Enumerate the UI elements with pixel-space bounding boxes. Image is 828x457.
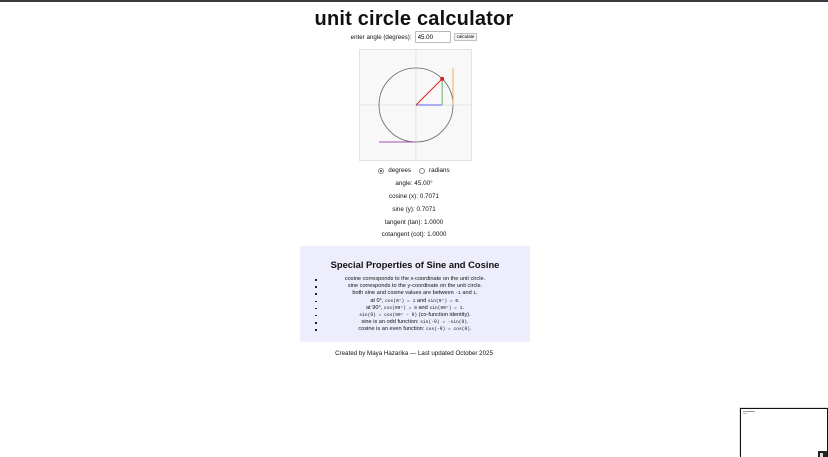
- calculate-button[interactable]: calculate: [454, 33, 478, 41]
- formula-code: sin(90°) = 1: [429, 305, 463, 311]
- cotangent-result: cotangent (cot): 1.0000: [381, 231, 447, 238]
- angle-input-label: enter angle (degrees):: [350, 33, 412, 41]
- unit-circle-canvas: [359, 49, 472, 161]
- thumbnail-corner-icon: [818, 451, 827, 457]
- formula-code: cos(90°) = 0: [383, 305, 417, 311]
- unit-circle-diagram: [360, 50, 471, 160]
- special-properties-list: [300, 276, 530, 334]
- property-item: sine corresponds to the y-coordinate on the unit circle.: [300, 283, 530, 290]
- browser-top-edge: [0, 0, 828, 2]
- sine-result: sine (y): 0.7071: [392, 206, 436, 213]
- angle-result: angle: 45.00°: [395, 180, 433, 187]
- formula-code: sin(-θ) = -sin(θ): [420, 320, 468, 326]
- unit-radio-group: [0, 167, 828, 174]
- thumbnail-text-line: [743, 413, 747, 414]
- property-item: at 0°, cos(0°) = 1 and sin(0°) = 0.: [300, 298, 530, 305]
- property-item: cosine corresponds to the x-coordinate on the unit circle.: [300, 276, 530, 283]
- angle-input[interactable]: [415, 31, 451, 43]
- formula-code: 1: [473, 291, 477, 297]
- radius-line: [416, 79, 442, 105]
- angle-point: [440, 77, 444, 81]
- tangent-result: tangent (tan): 1.0000: [384, 219, 444, 226]
- property-item: both sine and cosine values are between -1 and 1.: [300, 290, 530, 297]
- screenshot-thumbnail-preview[interactable]: [740, 408, 828, 457]
- degrees-radio[interactable]: [378, 168, 384, 174]
- angle-input-row: [0, 31, 828, 43]
- degrees-label: degrees: [388, 167, 412, 174]
- property-item: at 90°, cos(90°) = 0 and sin(90°) = 1.: [300, 305, 530, 312]
- footer-credit: Created by Maya Hazarika — Last updated October 2025: [335, 350, 493, 357]
- special-properties-panel: [300, 246, 530, 342]
- special-properties-title: Special Properties of Sine and Cosine: [330, 259, 500, 270]
- thumbnail-text-line: [743, 411, 755, 412]
- formula-code: cos(-θ) = cos(θ): [425, 327, 471, 333]
- radians-label: radians: [429, 167, 450, 174]
- property-item: sine is an odd function: sin(-θ) = -sin(θ).: [300, 319, 530, 326]
- property-item: cosine is an even function: cos(-θ) = cos(θ).: [300, 326, 530, 333]
- formula-code: cos(0°) = 1: [385, 298, 416, 304]
- formula-code: sin(0°) = 0: [427, 298, 459, 304]
- formula-code: -1: [455, 291, 461, 297]
- cosine-result: cosine (x): 0.7071: [388, 193, 440, 200]
- property-item: sin(θ) = cos(90° - θ) (co-function identity).: [300, 312, 530, 319]
- page-title: unit circle calculator: [314, 8, 514, 30]
- radians-radio[interactable]: [419, 168, 425, 174]
- formula-code: sin(θ) = cos(90° - θ): [359, 312, 418, 318]
